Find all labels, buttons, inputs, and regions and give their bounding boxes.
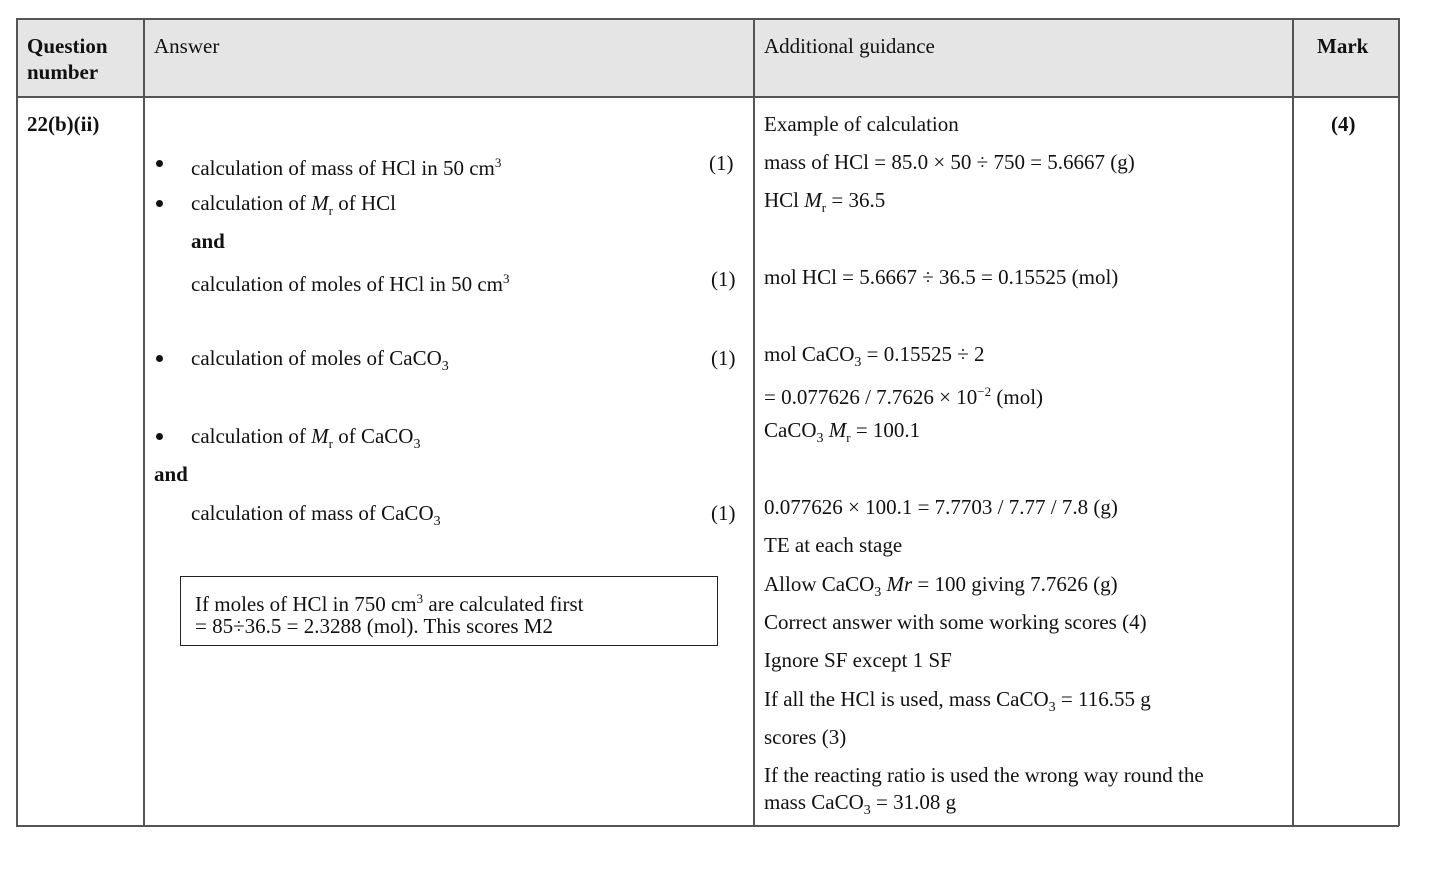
guidance-mr-caco3: CaCO$_3$ $M_r = 100.1$	[764, 418, 921, 447]
table-top-border	[16, 18, 1399, 20]
header-question-number-line1: Question	[27, 34, 108, 58]
header-bottom-border	[16, 96, 1399, 98]
answer-point-mr-hcl: calculation of $M_r$ of HCl	[191, 191, 396, 219]
note-line-2: = 85÷36.5 = 2.3288 (mol). This scores M2	[195, 614, 553, 638]
guidance-wrong-ratio: If the reacting ratio is used the wrong way round the	[764, 763, 1204, 787]
answer-and-2: and	[154, 462, 188, 486]
guidance-mol-caco3: mol CaCO$_3$ = 0.15525 ÷ 2	[764, 342, 985, 371]
answer-point-moles-hcl: calculation of moles of HCl in 50 $cm^3$	[191, 271, 510, 296]
bullet-icon	[156, 355, 163, 362]
answer-point-mass-hcl: calculation of mass of HCl in 50 $cm^3$	[191, 155, 502, 180]
guidance-correct-answer: Correct answer with some working scores (4)	[764, 610, 1147, 634]
answer-point-mark: (1)	[711, 267, 736, 291]
header-additional-guidance: Additional guidance	[764, 34, 935, 58]
table-bottom-border	[16, 825, 1399, 827]
guidance-wrong-ratio-mass: mass CaCO$_3$ = 31.08 g	[764, 790, 957, 819]
answer-point-mark: (1)	[711, 346, 736, 370]
bullet-icon	[156, 433, 163, 440]
guidance-mr-hcl: HCl $M_r = 36.5$	[764, 188, 886, 216]
guidance-all-hcl-used: If all the HCl is used, mass CaCO$_3$ = 116.55 g	[764, 687, 1151, 716]
answer-point-mass-caco3: calculation of mass of CaCO$_3$	[191, 501, 441, 530]
guidance-mass-hcl: mass of HCl = 85.0 × 50 ÷ 750 = 5.6667 (g)	[764, 150, 1135, 174]
table-left-border	[16, 18, 18, 826]
total-mark: (4)	[1331, 112, 1356, 136]
column-divider-3	[1292, 18, 1294, 826]
guidance-example-heading: Example of calculation	[764, 112, 959, 136]
header-answer: Answer	[154, 34, 220, 58]
guidance-te-each-stage: TE at each stage	[764, 533, 903, 557]
answer-point-mark: (1)	[711, 501, 736, 525]
answer-point-mark: (1)	[709, 151, 734, 175]
guidance-mol-hcl: mol HCl = 5.6667 ÷ 36.5 = 0.15525 (mol)	[764, 265, 1119, 289]
guidance-mol-caco3-value: = $0.077626 / 7.7626 \times 10^{-2}$ (mol)	[764, 384, 1044, 409]
answer-point-moles-caco3: calculation of moles of CaCO$_3$	[191, 346, 449, 375]
question-number: 22(b)(ii)	[27, 112, 100, 136]
guidance-mass-caco3: 0.077626 × 100.1 = 7.7703 / 7.77 / 7.8 (g)	[764, 495, 1118, 519]
column-divider-2	[753, 18, 755, 826]
bullet-icon	[156, 160, 163, 167]
guidance-scores-3: scores (3)	[764, 725, 847, 749]
note-line-1: If moles of HCl in 750 $cm^3$ are calculated first	[195, 591, 584, 616]
table-right-border	[1398, 18, 1400, 826]
guidance-ignore-sf: Ignore SF except 1 SF	[764, 648, 952, 672]
table-header-background	[16, 18, 1398, 96]
header-mark: Mark	[1317, 34, 1369, 58]
bullet-icon	[156, 200, 163, 207]
header-question-number-line2: number	[27, 60, 99, 84]
answer-and-1: and	[191, 229, 225, 253]
guidance-allow-mr-100: Allow CaCO$_3$ Mr = 100 giving 7.7626 (g)	[764, 572, 1118, 601]
answer-point-mr-caco3: calculation of $M_r$ of CaCO$_3$	[191, 424, 421, 453]
column-divider-1	[143, 18, 145, 826]
